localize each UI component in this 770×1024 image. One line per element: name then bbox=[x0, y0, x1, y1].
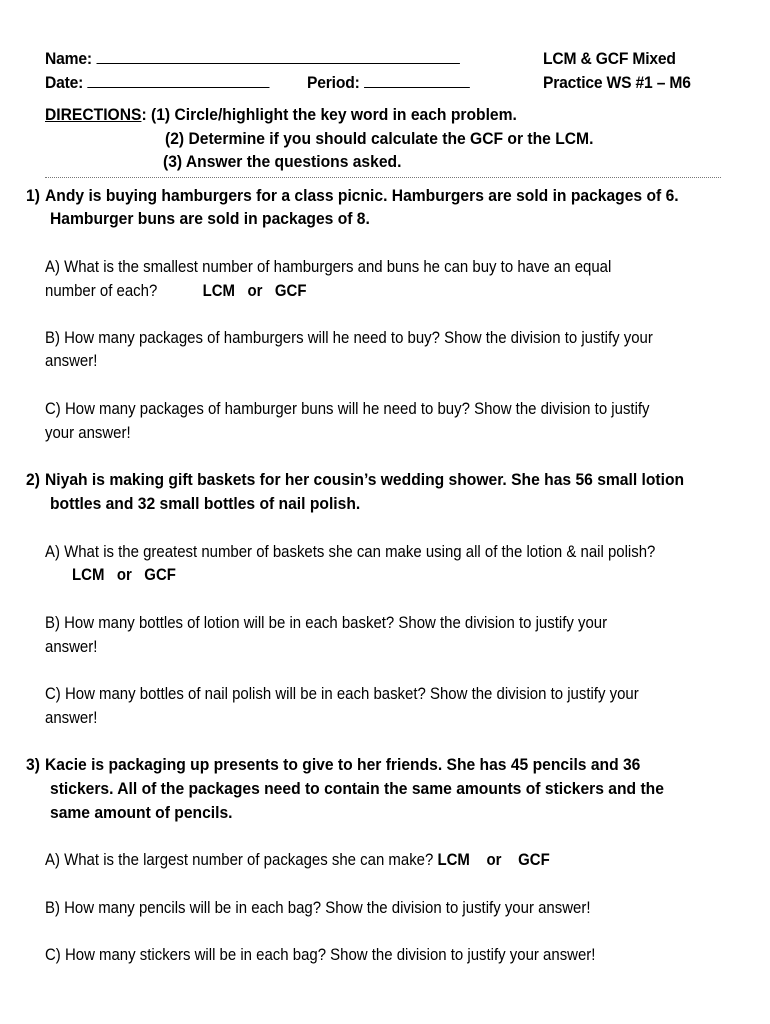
option-gcf[interactable]: GCF bbox=[144, 565, 176, 584]
question-3-stem-line2: stickers. All of the packages need to contain the same amounts of stickers and the bbox=[50, 779, 664, 798]
name-field bbox=[45, 49, 459, 69]
option-gcf[interactable]: GCF bbox=[274, 281, 307, 300]
question-2a-line1: A) What is the greatest number of baskets she can make using all of the lotion & nail polish? bbox=[45, 542, 656, 561]
question-2-stem-line2: bottles and 32 small bottles of nail polish. bbox=[50, 494, 361, 513]
question-1c-line2: your answer! bbox=[45, 423, 131, 442]
period-blank[interactable] bbox=[364, 73, 470, 88]
worksheet-title-line2: Practice WS #1 – M6 bbox=[543, 73, 691, 92]
question-1b-line2: answer! bbox=[45, 351, 98, 370]
question-1a-line1: A) What is the smallest number of hamburgers and buns he can buy to have an equal bbox=[45, 257, 612, 276]
question-1-stem-line2: Hamburger buns are sold in packages of 8. bbox=[50, 209, 370, 228]
option-lcm[interactable]: LCM bbox=[72, 565, 105, 584]
question-2-stem-line1: Niyah is making gift baskets for her cousin’s wedding shower. She has 56 small lotion bbox=[45, 470, 685, 489]
question-2b-line1: B) How many bottles of lotion will be in each basket? Show the division to justify your bbox=[45, 613, 608, 632]
question-2b-line2: answer! bbox=[45, 637, 98, 656]
question-1-stem-line1: Andy is buying hamburgers for a class picnic. Hamburgers are sold in packages of 6. bbox=[45, 186, 679, 205]
date-label: Date: bbox=[45, 73, 84, 92]
question-1a-line2 bbox=[45, 281, 306, 301]
section-divider bbox=[45, 177, 721, 178]
question-3c-line1: C) How many stickers will be in each bag? Show the division to justify your answer! bbox=[45, 945, 596, 964]
question-3a-line1 bbox=[45, 850, 550, 870]
directions-label: DIRECTIONS bbox=[45, 105, 142, 124]
worksheet-title-line1: LCM & GCF Mixed bbox=[543, 49, 676, 68]
question-2a-options bbox=[72, 565, 176, 585]
directions-step3: (3) Answer the questions asked. bbox=[163, 152, 402, 171]
question-1a-line2-text: number of each? bbox=[45, 281, 158, 300]
question-3a-text: A) What is the largest number of packages she can make? bbox=[45, 850, 434, 869]
option-or: or bbox=[486, 850, 502, 869]
option-or: or bbox=[247, 281, 263, 300]
option-lcm[interactable]: LCM bbox=[437, 850, 470, 869]
question-2-number: 2) bbox=[26, 470, 40, 489]
question-1-number: 1) bbox=[26, 186, 40, 205]
option-lcm[interactable]: LCM bbox=[202, 281, 235, 300]
question-1b-line1: B) How many packages of hamburgers will he need to buy? Show the division to justify your bbox=[45, 328, 653, 347]
name-label: Name: bbox=[45, 49, 92, 68]
period-label: Period: bbox=[307, 73, 360, 92]
option-or: or bbox=[116, 565, 132, 584]
option-gcf[interactable]: GCF bbox=[518, 850, 550, 869]
question-1c-line1: C) How many packages of hamburger buns will he need to buy? Show the division to justify bbox=[45, 399, 650, 418]
question-3-number: 3) bbox=[26, 755, 40, 774]
directions-step1-text: : (1) Circle/highlight the key word in each problem. bbox=[141, 105, 517, 124]
directions-step1 bbox=[45, 105, 517, 125]
question-3b-line1: B) How many pencils will be in each bag? Show the division to justify your answer! bbox=[45, 898, 591, 917]
name-blank[interactable] bbox=[96, 49, 459, 64]
question-3-stem-line1: Kacie is packaging up presents to give to her friends. She has 45 pencils and 36 bbox=[45, 755, 641, 774]
date-blank[interactable] bbox=[87, 73, 269, 88]
date-field bbox=[45, 73, 270, 93]
question-3-stem-line3: same amount of pencils. bbox=[50, 803, 233, 822]
period-field bbox=[307, 73, 470, 93]
question-2c-line1: C) How many bottles of nail polish will be in each basket? Show the division to justify your bbox=[45, 684, 639, 703]
question-2c-line2: answer! bbox=[45, 708, 98, 727]
directions-step2: (2) Determine if you should calculate the GCF or the LCM. bbox=[165, 129, 594, 148]
